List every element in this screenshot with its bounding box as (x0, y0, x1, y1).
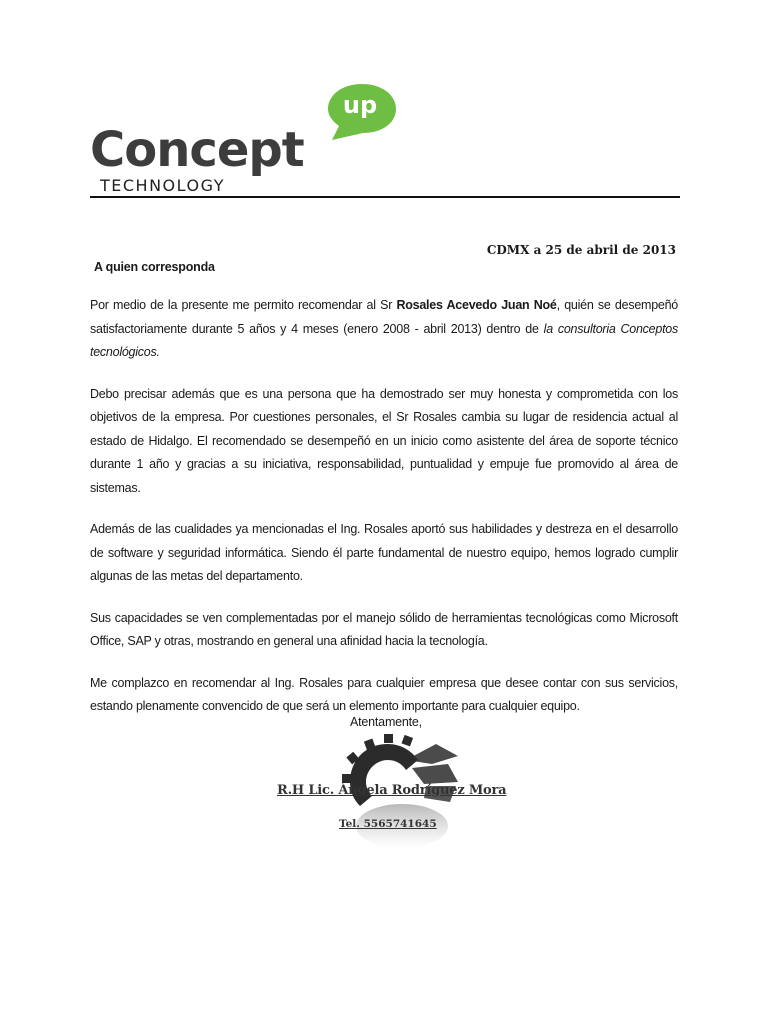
paragraph-1-intro: Por medio de la presente me permito recomendar al Sr (90, 298, 397, 312)
paragraph-1-end: . (156, 345, 160, 359)
company-name: la consultoria Conceptos tecnológicos (90, 321, 678, 359)
letter-date: CDMX a 25 de abril de 2013 (486, 243, 676, 257)
paragraph-1 (90, 294, 678, 365)
closing-text: Atentamente, (350, 715, 422, 729)
company-logo (90, 82, 410, 200)
paragraph-2: Debo precisar además que es una persona que ha demostrado ser muy honesta y comprometida con los objetivos de la empresa. Por cuestiones personales, el Sr Rosales cambia su lugar de residencia actual al estado de Hidalgo. El recomendado se desempeñó en un inicio como asistente del área de soporte técnico durante 1 año y gracias a su iniciativa, responsabilidad, puntualidad y empuje fue promovido al área de sistemas. (90, 386, 678, 495)
signer-phone: Tel. 5565741645 (339, 818, 437, 830)
signer-name: R.H Lic. Ángela Rodríguez Mora (277, 783, 507, 798)
letter-body (90, 294, 678, 737)
salutation: A quien corresponda (94, 260, 215, 274)
logo-up-text: up (342, 91, 378, 119)
logo-subtitle: TECHNOLOGY (100, 176, 225, 195)
header-divider (90, 196, 680, 198)
paragraph-5: Me complazco en recomendar al Ing. Rosales para cualquier empresa que desee contar con sus servicios, estando plenamente convencido de que será un elemento importante para cualquier equipo. (90, 675, 678, 713)
paragraph-1-middle: , quién se desempeñó satisfactoriamente durante 5 años y 4 meses (enero 2008 - abril 2013) dentro de (90, 298, 678, 336)
paragraph-3: Además de las cualidades ya mencionadas el Ing. Rosales aportó sus habilidades y destreza en el desarrollo de software y seguridad informática. Siendo él parte fundamental de nuestro equipo, hemos logrado cumplir algunas de las metas del departamento. (90, 522, 678, 583)
logo-wordmark: Concept (90, 122, 304, 178)
paragraph-4: Sus capacidades se ven complementadas por el manejo sólido de herramientas tecnológicas como Microsoft Office, SAP y otras, mostrando en general una afinidad hacia la tecnología. (90, 610, 678, 648)
candidate-name: Rosales Acevedo Juan Noé (396, 298, 557, 312)
